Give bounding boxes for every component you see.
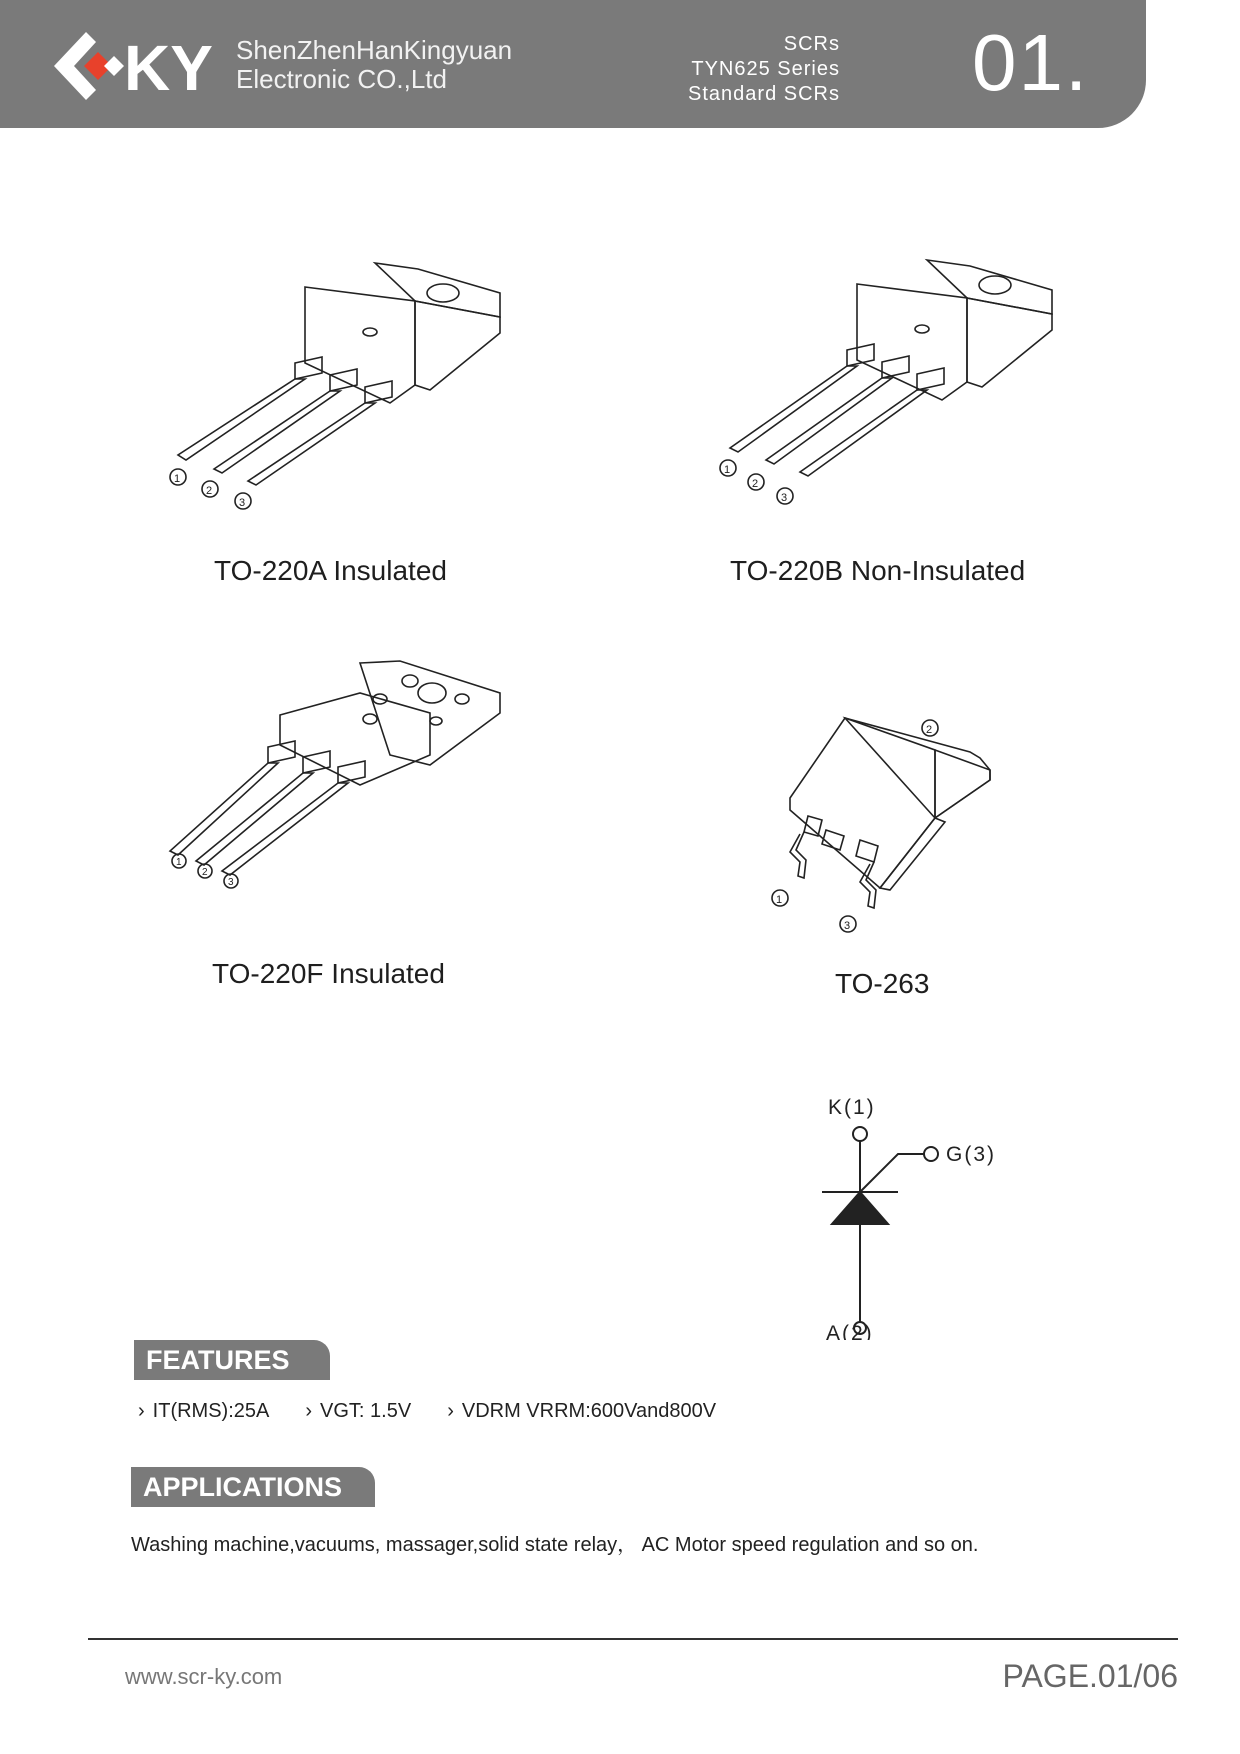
chevron-right-icon: ›	[305, 1400, 313, 1422]
features-list	[138, 1400, 752, 1423]
company-name	[236, 36, 512, 94]
chevron-right-icon: ›	[447, 1400, 454, 1422]
series-info	[688, 32, 840, 107]
svg-text:2: 2	[752, 478, 759, 490]
company-logo-icon	[54, 30, 224, 102]
footer-divider	[88, 1638, 1178, 1640]
page-header	[0, 0, 1146, 128]
package-to263-drawing	[760, 710, 1020, 950]
svg-text:3: 3	[844, 920, 851, 932]
features-heading: FEATURES	[134, 1340, 330, 1380]
series-line1: SCRs	[783, 33, 840, 55]
package-to263-label: TO-263	[835, 968, 930, 999]
svg-text:1: 1	[724, 464, 731, 476]
package-to220b-drawing	[712, 252, 1092, 512]
cathode-label: K(1)	[828, 1096, 876, 1119]
package-to220a-label: TO-220A Insulated	[214, 555, 447, 586]
package-to220f-label: TO-220F Insulated	[212, 958, 445, 989]
series-line2: TYN625 Series	[691, 58, 840, 80]
header-page-number: 01.	[972, 18, 1090, 107]
package-to220b-label: TO-220B Non-Insulated	[730, 555, 1026, 586]
svg-text:2: 2	[926, 724, 933, 736]
svg-text:2: 2	[202, 867, 208, 878]
feature-item: › IT(RMS):25A	[138, 1400, 270, 1422]
svg-text:3: 3	[239, 497, 246, 509]
feature-item: › VGT: 1.5V	[305, 1400, 412, 1422]
applications-heading: APPLICATIONS	[131, 1467, 375, 1507]
package-to220f-drawing	[160, 655, 520, 895]
svg-text:KY: KY	[124, 32, 213, 102]
feature-item: › VDRM VRRM:600Vand800V	[447, 1400, 717, 1422]
svg-text:3: 3	[781, 492, 788, 504]
svg-text:1: 1	[176, 857, 182, 868]
footer-website-link[interactable]: www.scr-ky.com	[125, 1664, 283, 1689]
gate-label: G(3)	[946, 1143, 996, 1166]
company-name-line2: Electronic CO.,Ltd	[236, 64, 447, 94]
scr-schematic	[820, 1090, 1060, 1340]
company-name-line1: ShenZhenHanKingyuan	[236, 35, 513, 65]
footer-page-number: PAGE.01/06	[1002, 1658, 1178, 1694]
svg-text:2: 2	[206, 485, 213, 497]
chevron-right-icon: ›	[138, 1400, 145, 1422]
applications-text: Washing machine,vacuums, massager,solid state relay， AC Motor speed regulation and so on.	[131, 1534, 979, 1556]
anode-label: A(2)	[826, 1322, 874, 1340]
package-to220a-drawing	[160, 255, 540, 515]
svg-text:1: 1	[174, 473, 181, 485]
series-line3: Standard SCRs	[688, 83, 840, 105]
svg-text:3: 3	[228, 877, 234, 888]
svg-text:1: 1	[776, 894, 783, 906]
